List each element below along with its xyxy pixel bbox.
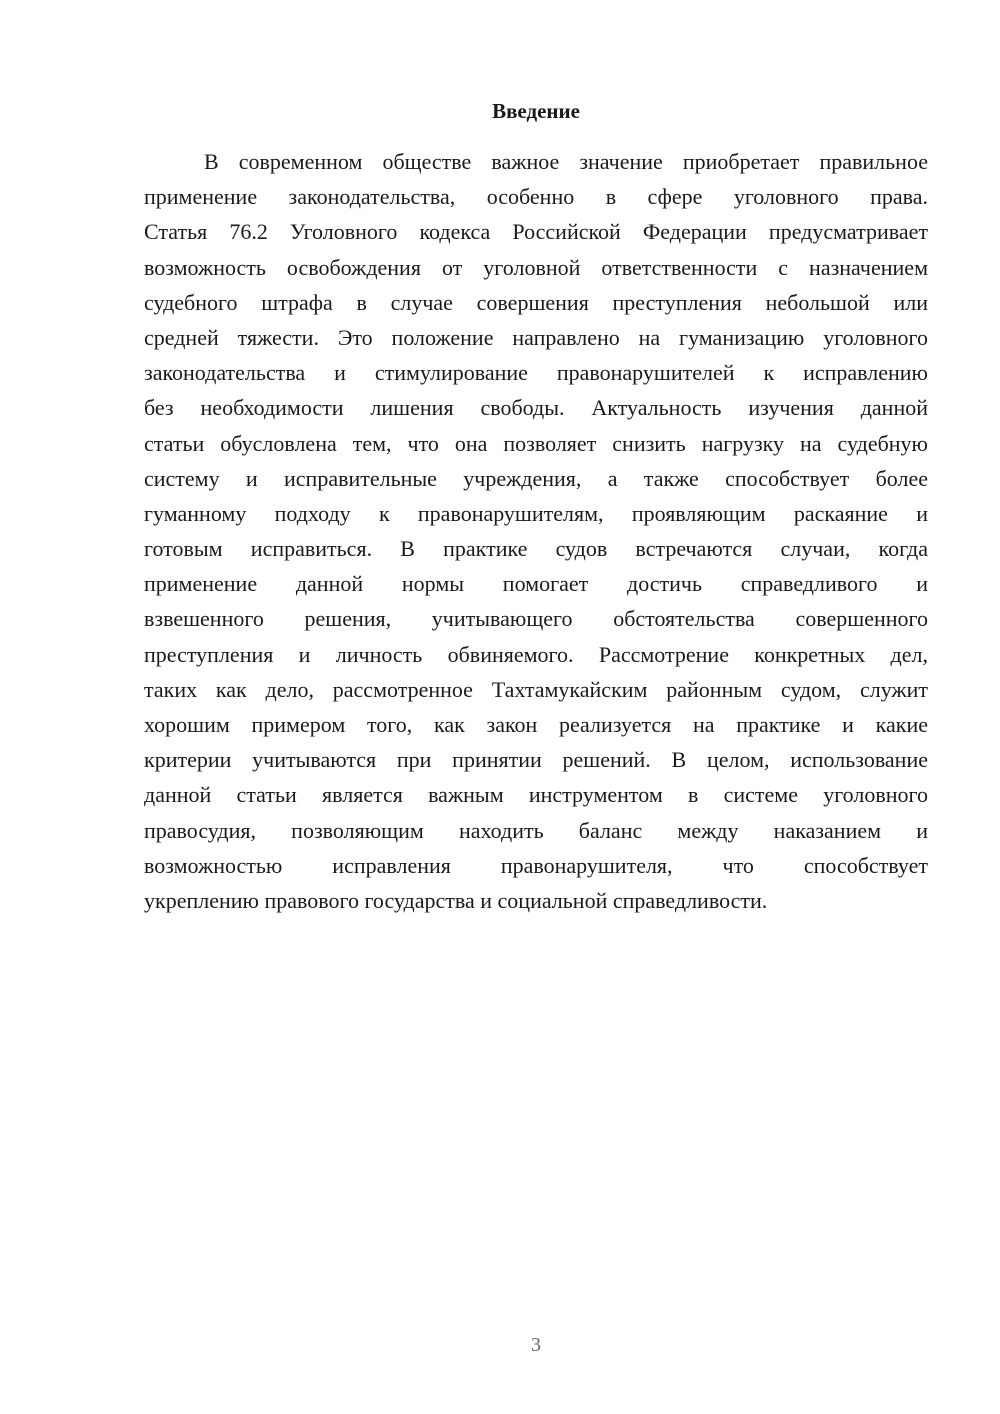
paragraph-line: Статья 76.2 Уголовного кодекса Российской Федерации предусматривает — [144, 219, 928, 245]
paragraph-line: взвешенного решения, учитывающего обстоятельства совершенного — [144, 606, 928, 632]
introduction-paragraph — [144, 144, 928, 918]
paragraph-line: таких как дело, рассмотренное Тахтамукайским районным судом, служит — [144, 676, 928, 702]
paragraph-line: преступления и личность обвиняемого. Рассмотрение конкретных дел, — [144, 641, 928, 667]
paragraph-line: хорошим примером того, как закон реализуется на практике и какие — [144, 712, 928, 737]
section-heading: Введение — [492, 99, 580, 123]
paragraph-line: средней тяжести. Это положение направлено на гуманизацию уголовного — [144, 324, 928, 350]
paragraph-line: статьи обусловлена тем, что она позволяет снизить нагрузку на судебную — [144, 430, 928, 456]
paragraph-line: возможность освобождения от уголовной ответственности с назначением — [144, 254, 928, 280]
paragraph-line: законодательства и стимулирование правонарушителей к исправлению — [144, 360, 928, 386]
paragraph-line: данной статьи является важным инструментом в системе уголовного — [144, 782, 928, 808]
paragraph-line: применение законодательства, особенно в сфере уголовного права. — [144, 184, 928, 210]
paragraph-line: гуманному подходу к правонарушителям, проявляющим раскаяние и — [144, 500, 928, 526]
paragraph-line: возможностью исправления правонарушителя, что способствует — [144, 852, 928, 878]
paragraph-line: В современном обществе важное значение приобретает правильное — [204, 149, 928, 174]
paragraph-line: готовым исправиться. В практике судов встречаются случаи, когда — [144, 536, 928, 562]
page-number: 3 — [531, 1334, 541, 1356]
paragraph-line: критерии учитываются при принятии решений. В целом, использование — [144, 747, 928, 773]
paragraph-line: судебного штрафа в случае совершения преступления небольшой или — [144, 289, 928, 315]
paragraph-line: применение данной нормы помогает достичь справедливого и — [144, 571, 928, 597]
paragraph-line: укреплению правового государства и социальной справедливости. — [144, 887, 768, 913]
paragraph-line: систему и исправительные учреждения, а также способствует более — [144, 465, 928, 491]
paragraph-line: правосудия, позволяющим находить баланс между наказанием и — [144, 817, 928, 843]
paragraph-line: без необходимости лишения свободы. Актуальность изучения данной — [144, 395, 928, 421]
